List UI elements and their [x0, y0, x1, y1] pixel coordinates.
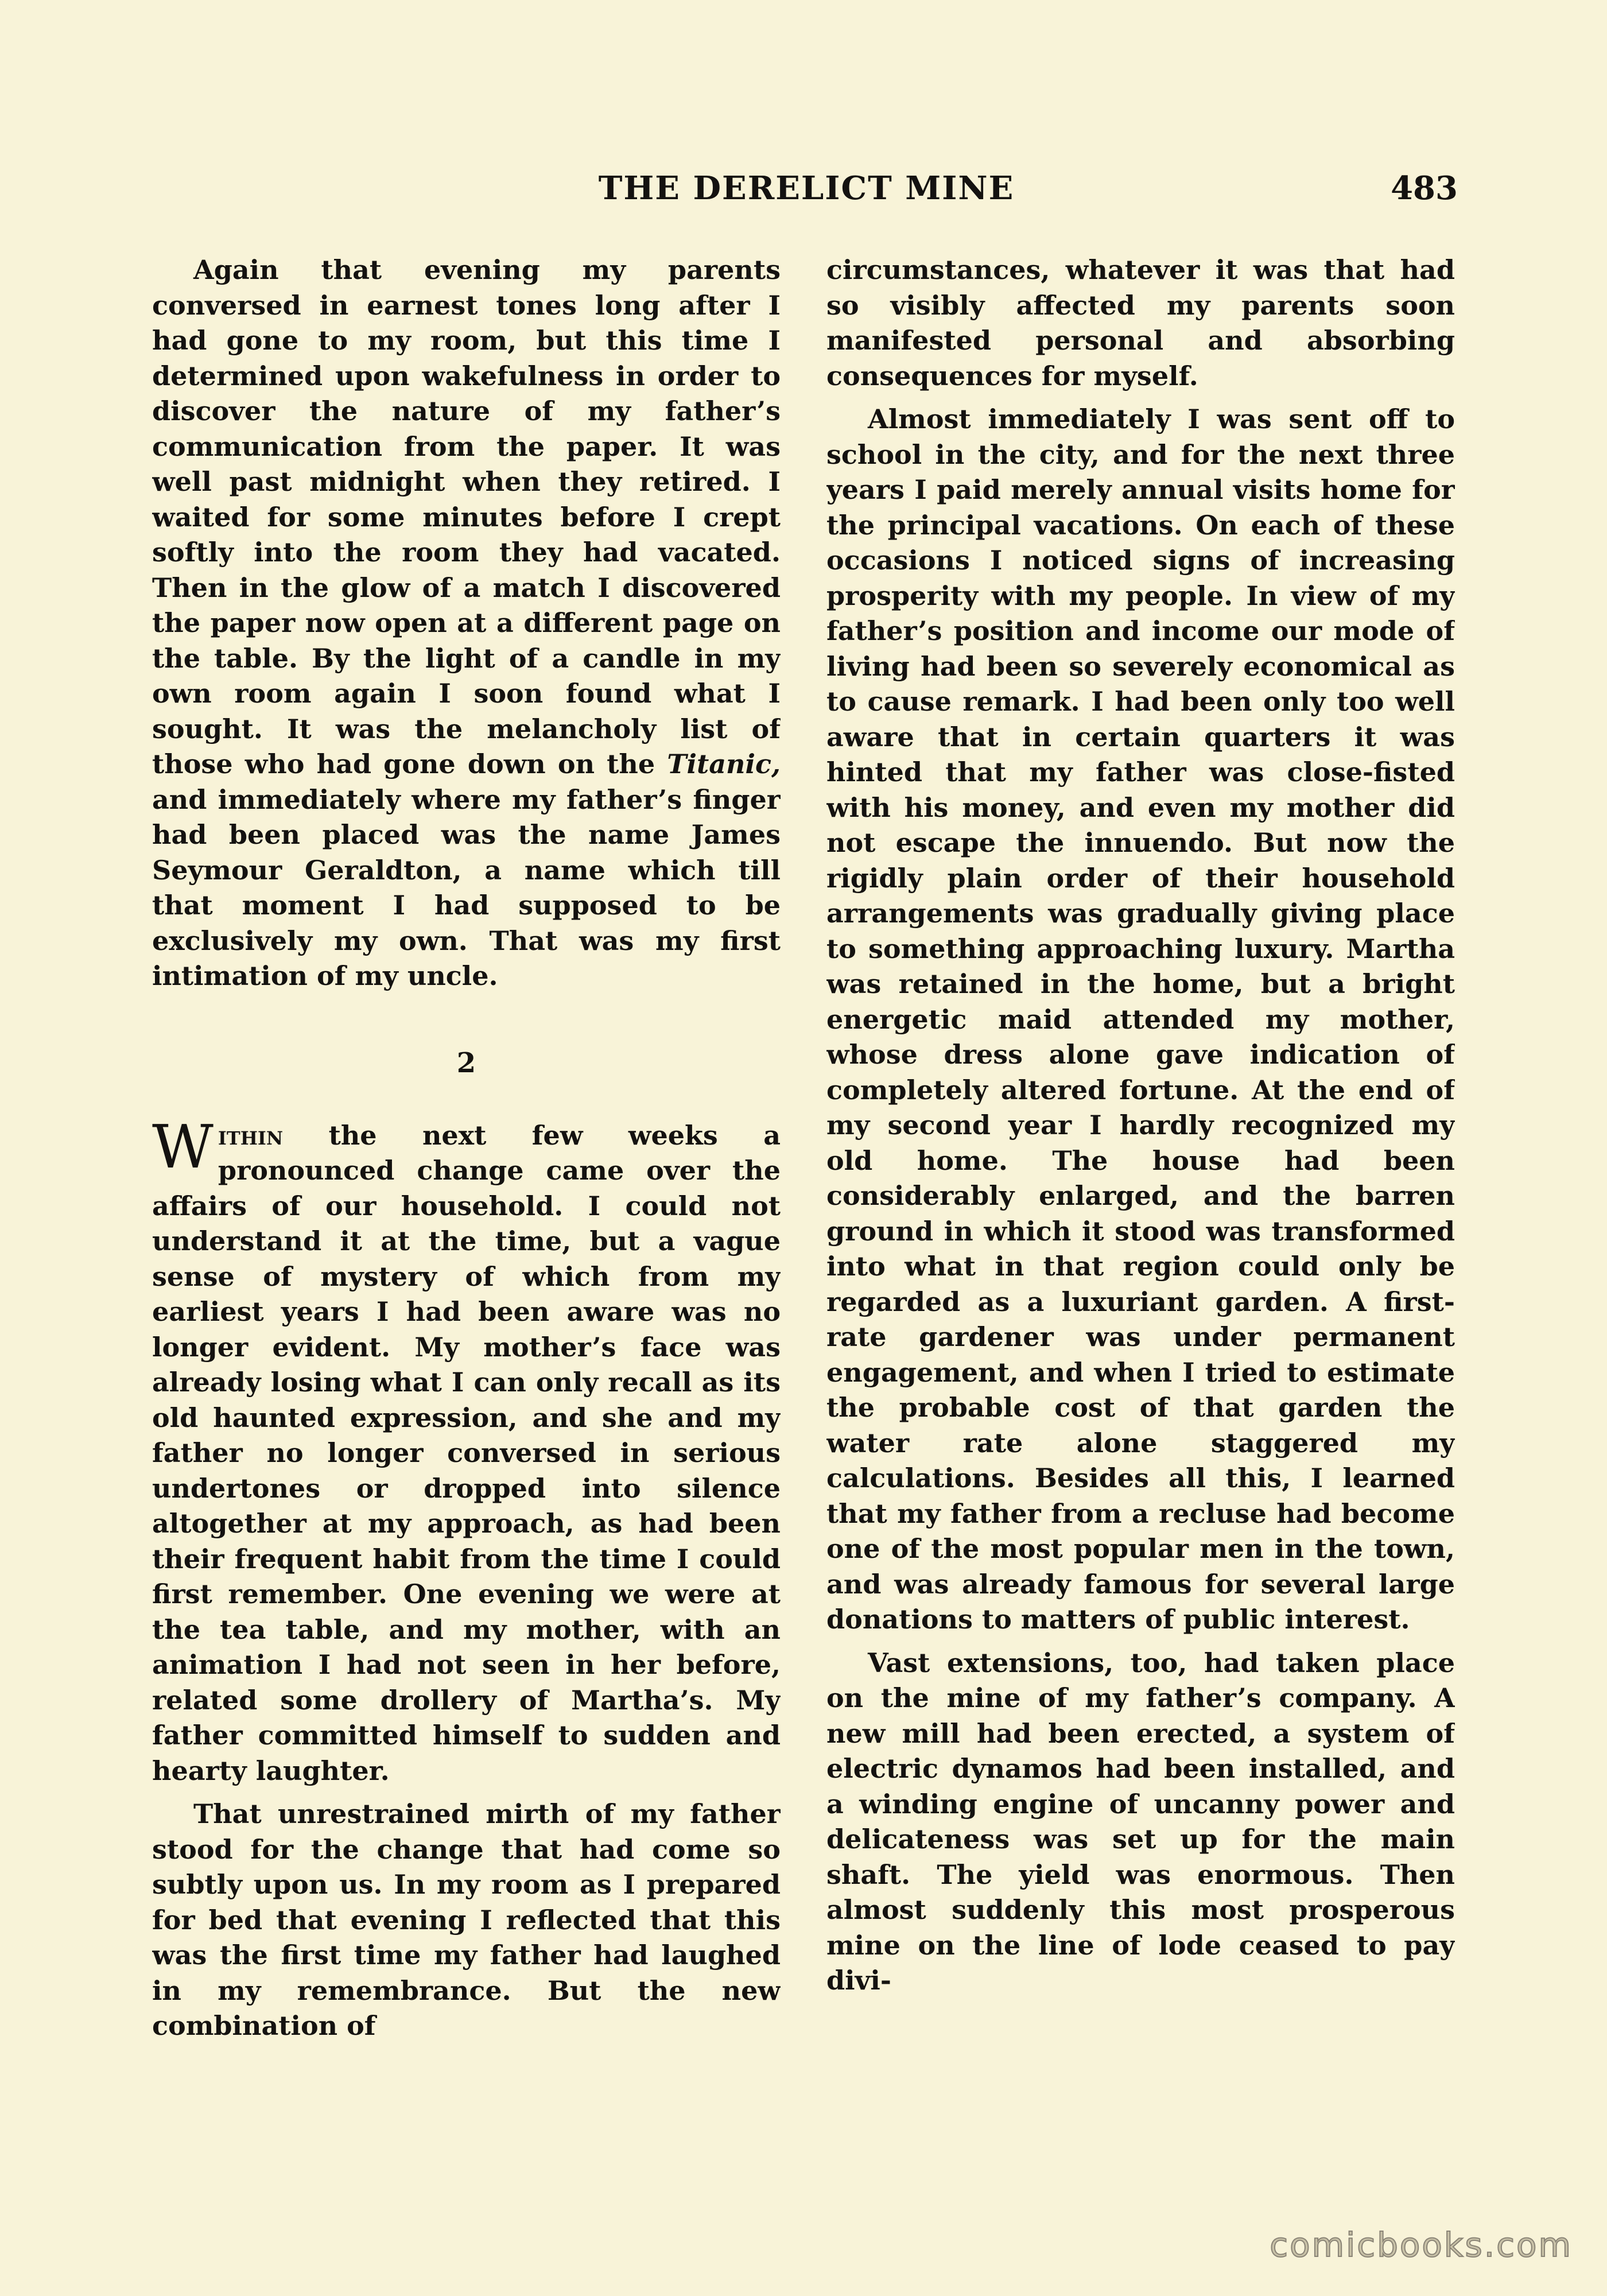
paragraph: That unrestrained mirth of my father stood for the change that had come so subtly upon us. In my room as I prepared for bed that evening I reflected that this was the first time my father had laughed in my remembrance. But the new combination of — [152, 1798, 781, 2041]
paragraph: Vast extensions, too, had taken place on the mine of my father’s company. A new mill had been erected, a system of electric dynamos had been installed, and a winding engine of uncanny power and delicateness was set up for the main shaft. The yield was enormous. Then almost suddenly this most prosperous mine on the line of lode ceased to pay divi- — [826, 1647, 1455, 1996]
right-column — [826, 253, 1455, 2130]
paragraph-text: Again that evening my parents conversed in earnest tones long after I had gone to my room, but this time I determined upon wakefulness in order to discover the nature of my father’s communication from the paper. It was well past midnight when they retired. I waited for some minutes before I crept softly into the room they had vacated. Then in the glow of a match I discovered the paper now open at a different page on the table. By the light of a candle in my own room again I soon found what I sought. It was the melancholy list of those who had gone down on the — [152, 254, 781, 779]
paragraph-text: and immediately where my father’s finger had been placed was the name James Seymour Geraldton, a name which till that moment I had supposed to be exclusively my own. That was my first intimation of my uncle. — [152, 784, 781, 991]
paragraph-text: the next few weeks a pronounced change came over the affairs of our household. I could not understand it at the time, but a vague sense of mystery of which from my earliest years I had been aware was no longer evident. My mother’s face was already losing what I can only recall as its old haunted expression, and she and my father no longer conversed in serious undertones or dropped into silence altogether at my approach, as had been their frequent habit from the time I could first remember. One evening we were at the tea table, and my mother, with an animation I had not seen in her before, related some drollery of Martha’s. My father committed himself to sudden and hearty laughter. — [152, 1119, 781, 1786]
paragraph — [152, 253, 781, 994]
paragraph: circumstances, whatever it was that had so visibly affected my parents soon manifested personal and absorbing consequences for myself. — [826, 254, 1455, 391]
running-title: THE DERELICT MINE — [598, 169, 1015, 207]
site-watermark: comicbooks.com — [1270, 2225, 1573, 2264]
paragraph-with-dropcap — [152, 1111, 781, 1789]
paragraph: Almost immediately I was sent off to school in the city, and for the next three years I paid merely annual visits home for the principal vacations. On each of these occasions I noticed signs of increasing prosperity with my people. In view of my father’s position and income our mode of living had been so severely economical as to cause remark. I had been only too well aware that in certain quarters it was hinted that my father was close-fisted with his money, and even my mother did not escape the innuendo. But now the rigidly plain order of their household arrangements was gradually giving place to something approaching luxury. Martha was retained in the home, but a bright energetic maid attended my mother, whose dress alone gave indication of completely altered fortune. At the end of my second year I hardly recognized my old home. The house had been considerably enlarged, and the barren ground in which it stood was transformed into what in that region could only be regarded as a luxuriant garden. A first-rate gardener was under permanent engagement, and when I tried to estimate the probable cost of that garden the water rate alone staggered my calculations. Besides all this, I learned that my father from a recluse had become one of the most popular men in the town, and was already famous for several large donations to matters of public interest. — [826, 404, 1455, 1635]
running-head — [155, 169, 1458, 215]
page-number: 483 — [1391, 169, 1458, 207]
small-caps-lead: ithin — [218, 1119, 284, 1151]
section-number: 2 — [456, 1046, 476, 1079]
left-column — [152, 253, 781, 2130]
ship-name: Titanic, — [667, 748, 781, 779]
drop-cap: W — [152, 1111, 214, 1182]
